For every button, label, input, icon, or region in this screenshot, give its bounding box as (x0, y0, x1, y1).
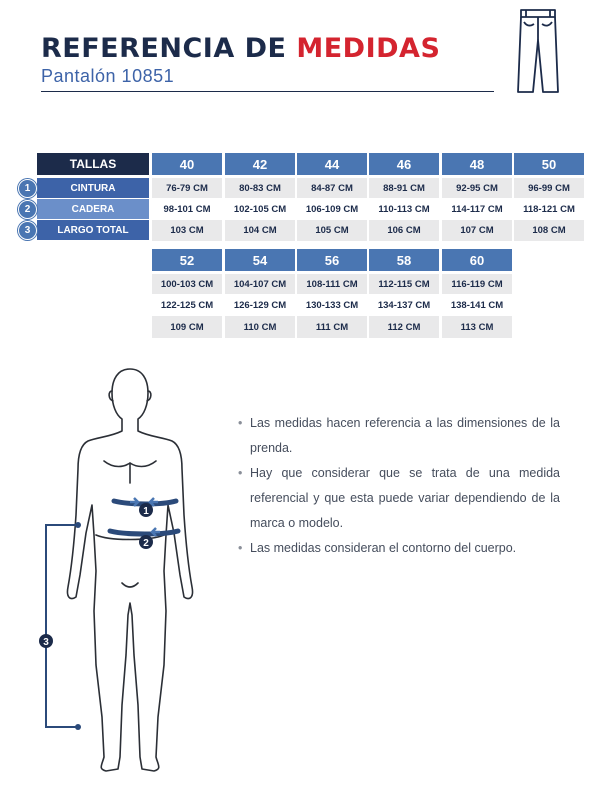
table-cell: 109 CM (152, 316, 222, 338)
table-cell: 112 CM (369, 316, 439, 338)
table-cell: 104 CM (225, 220, 295, 241)
pants-icon (514, 8, 562, 94)
size-header: 50 (514, 153, 584, 175)
table-cell: 92-95 CM (442, 178, 512, 198)
table-cell: 107 CM (442, 220, 512, 241)
size-header: 54 (225, 249, 295, 271)
row-label: CINTURA (37, 178, 149, 198)
table-cell: 96-99 CM (514, 178, 584, 198)
page-subtitle: Pantalón 10851 (41, 66, 175, 86)
table-cell: 98-101 CM (152, 199, 222, 219)
size-header: 44 (297, 153, 367, 175)
table-cell: 112-115 CM (369, 274, 439, 294)
row-label: LARGO TOTAL (37, 220, 149, 240)
note-item: • Las medidas hacen referencia a las dimensiones de la prenda. (238, 411, 560, 461)
body-silhouette-icon (30, 365, 230, 785)
row-number-badge: 3 (18, 221, 37, 240)
table-cell: 108 CM (514, 220, 584, 241)
size-header: 58 (369, 249, 439, 271)
table-cell: 111 CM (297, 316, 367, 338)
table-cell: 106 CM (369, 220, 439, 241)
table-cell: 100-103 CM (152, 274, 222, 294)
size-header: 40 (152, 153, 222, 175)
table-cell: 88-91 CM (369, 178, 439, 198)
svg-text:2: 2 (143, 538, 149, 549)
table-cell: 102-105 CM (225, 199, 295, 219)
table-cell: 138-141 CM (442, 295, 512, 315)
table-cell: 103 CM (152, 220, 222, 241)
table-cell: 118-121 CM (514, 199, 584, 219)
table-cell: 110 CM (225, 316, 295, 338)
note-item: • Hay que considerar que se trata de una medida referencial y que esta puede variar dependiendo de la marca o modelo. (238, 461, 560, 536)
row-label: CADERA (37, 199, 149, 219)
table-cell: 134-137 CM (369, 295, 439, 315)
table-cell: 114-117 CM (442, 199, 512, 219)
table-cell: 116-119 CM (442, 274, 512, 294)
note-item: • Las medidas consideran el contorno del cuerpo. (238, 536, 560, 561)
row-number-badge: 2 (18, 200, 37, 219)
table-cell: 106-109 CM (297, 199, 367, 219)
size-header: 42 (225, 153, 295, 175)
table-cell: 80-83 CM (225, 178, 295, 198)
table-cell: 108-111 CM (297, 274, 367, 294)
table-cell: 104-107 CM (225, 274, 295, 294)
table-cell: 84-87 CM (297, 178, 367, 198)
table-cell: 76-79 CM (152, 178, 222, 198)
title-main: REFERENCIA DE (41, 33, 297, 64)
table-cell: 113 CM (442, 316, 512, 338)
size-header: 48 (442, 153, 512, 175)
table-cell: 110-113 CM (369, 199, 439, 219)
table-cell: 105 CM (297, 220, 367, 241)
table-cell: 122-125 CM (152, 295, 222, 315)
size-header: 46 (369, 153, 439, 175)
page-title (41, 33, 440, 64)
measurement-notes (238, 411, 560, 561)
title-divider (41, 91, 494, 92)
sizes-header-label: TALLAS (37, 153, 149, 175)
table-cell: 130-133 CM (297, 295, 367, 315)
table-cell: 126-129 CM (225, 295, 295, 315)
size-header: 56 (297, 249, 367, 271)
size-header: 52 (152, 249, 222, 271)
svg-text:1: 1 (143, 506, 149, 517)
title-accent: MEDIDAS (296, 33, 441, 64)
size-header: 60 (442, 249, 512, 271)
row-number-badge: 1 (18, 179, 37, 198)
svg-text:3: 3 (43, 637, 49, 648)
